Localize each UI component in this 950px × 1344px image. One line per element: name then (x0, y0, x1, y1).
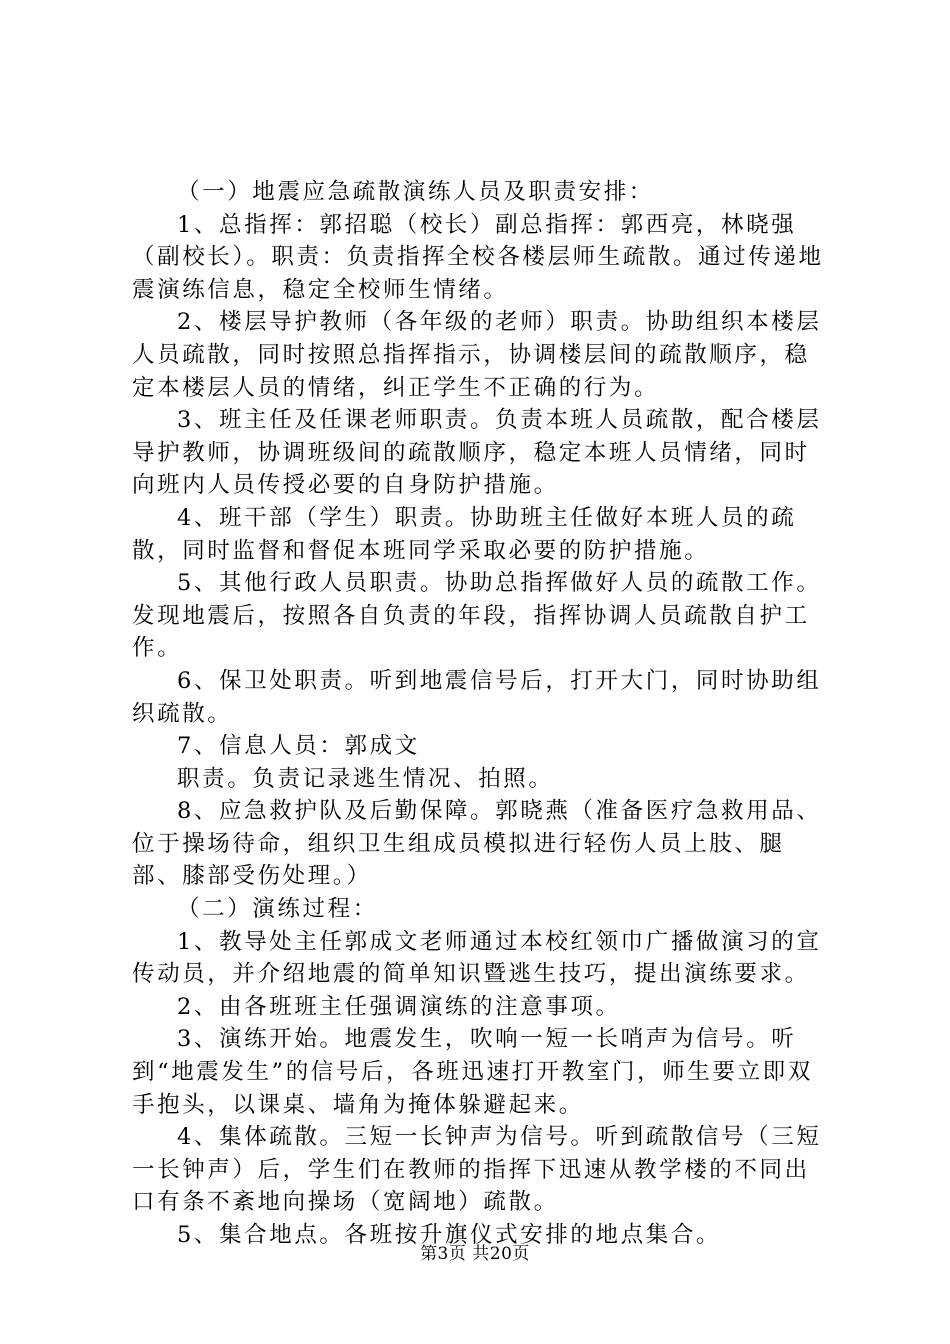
paragraph-security: 6、保卫处职责。听到地震信号后，打开大门，同时协助组织疏散。 (132, 667, 822, 727)
page-number-footer: 第3页 共20页 (420, 1244, 530, 1264)
paragraph-process-2: 2、由各班班主任强调演练的注意事项。 (177, 993, 621, 1020)
paragraph-commander: 1、总指挥：郭招聪（校长）副总指挥：郭西亮，林晓强（副校长）。职责：负责指挥全校各楼层师生疏散。通过传递地震演练信息，稳定全校师生情绪。 (132, 211, 824, 303)
paragraph-process-5: 5、集合地点。各班按升旗仪式安排的地点集合。 (177, 1222, 722, 1248)
paragraph-admin-staff: 5、其他行政人员职责。协助总指挥做好人员的疏散工作。发现地震后，按照各自负责的年段，指挥协调人员疏散自护工作。 (132, 570, 822, 662)
paragraph-class-leaders: 4、班干部（学生）职责。协助班主任做好本班人员的疏散，同时监督和督促本班同学采取必要的防护措施。 (132, 504, 797, 564)
paragraph-process-3: 3、演练开始。地震发生，吹响一短一长哨声为信号。听到“地震发生”的信号后，各班迅速打开教室门，师生要立即双手抱头，以课桌、墙角为掩体躲避起来。 (132, 1026, 813, 1118)
section-heading-personnel: （一）地震应急疏散演练人员及职责安排： (177, 179, 654, 205)
paragraph-floor-teachers: 2、楼层导护教师（各年级的老师）职责。协助组织本楼层人员疏散，同时按照总指挥指示，协调楼层间的疏散顺序，稳定本楼层人员的情绪，纠正学生不正确的行为。 (132, 309, 822, 401)
paragraph-process-4: 4、集体疏散。三短一长钟声为信号。听到疏散信号（三短一长钟声）后，学生们在教师的指挥下迅速从教学楼的不同出口有条不紊地向操场（宽阔地）疏散。 (132, 1124, 822, 1216)
paragraph-info-duty: 职责。负责记录逃生情况、拍照。 (177, 765, 554, 792)
paragraph-info-staff: 7、信息人员：郭成文 (177, 733, 420, 760)
paragraph-head-teachers: 3、班主任及任课老师职责。负责本班人员疏散，配合楼层导护教师，协调班级间的疏散顺序，稳定本班人员情绪，同时向班内人员传授必要的自身防护措施。 (132, 407, 822, 499)
section-heading-process: （二）演练过程： (177, 896, 378, 923)
paragraph-process-1: 1、教导处主任郭成文老师通过本校红领巾广播做演习的宣传动员，并介绍地震的简单知识暨逃生技巧，提出演练要求。 (132, 928, 822, 988)
document-body (132, 176, 832, 1252)
paragraph-rescue-team: 8、应急救护队及后勤保障。郭晓燕（准备医疗急救用品、位于操场待命，组织卫生组成员模拟进行轻伤人员上肢、腿部、膝部受伤处理。） (132, 798, 822, 890)
